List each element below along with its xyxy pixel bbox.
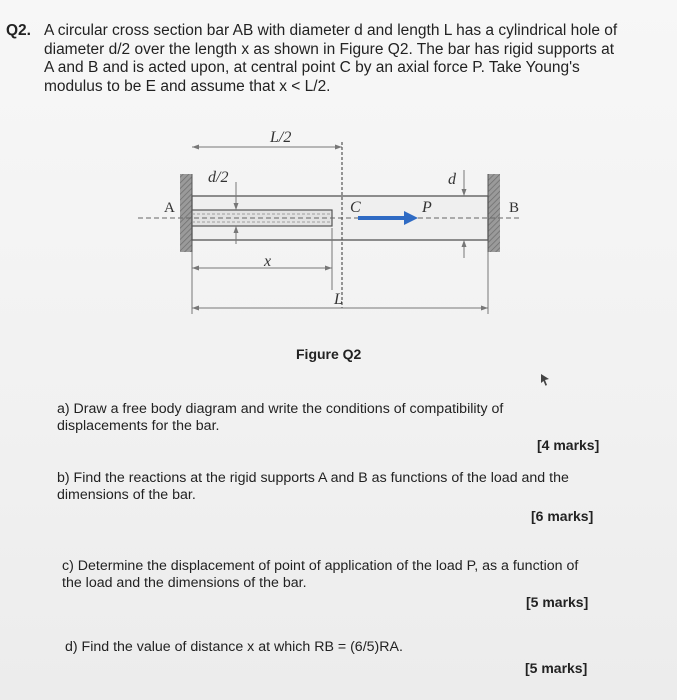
figure-q2 <box>120 118 540 328</box>
part-c-marks: [5 marks] <box>526 594 589 610</box>
part-b-text <box>57 470 569 504</box>
part-b-marks: [6 marks] <box>531 508 594 524</box>
label-hole-diameter: d/2 <box>208 169 229 186</box>
question-text <box>44 22 664 96</box>
support-b <box>488 174 500 252</box>
label-force: P <box>422 199 432 216</box>
part-b-line: dimensions of the bar. <box>57 487 196 503</box>
label-hole-length: x <box>264 253 272 270</box>
label-diameter: d <box>448 171 456 188</box>
question-line: diameter d/2 over the length x as shown in Figure Q2. The bar has rigid supports at <box>44 40 615 58</box>
part-b-line: b) Find the reactions at the rigid supports A and B as functions of the load and the <box>57 470 569 486</box>
question-number: Q2. <box>6 22 31 39</box>
part-a-line: displacements for the bar. <box>57 418 220 434</box>
label-length: L <box>334 291 343 308</box>
label-support-a: A <box>164 200 175 216</box>
part-d-line: d) Find the value of distance x at which RB = (6/5)RA. <box>65 639 403 655</box>
dimension-arrowhead <box>192 145 199 150</box>
dimension-arrowhead <box>335 145 342 150</box>
question-line: A and B and is acted upon, at central point C by an axial force P. Take Young's <box>44 59 580 76</box>
question-line: A circular cross section bar AB with diameter d and length L has a cylindrical hole of <box>44 22 618 39</box>
part-c-line: the load and the dimensions of the bar. <box>62 575 307 591</box>
label-support-b: B <box>509 200 520 216</box>
support-a <box>180 174 192 252</box>
part-a-line: a) Draw a free body diagram and write the conditions of compatibility of <box>57 401 504 417</box>
part-a-text <box>57 401 503 435</box>
part-d-marks: [5 marks] <box>525 660 588 676</box>
label-point-c: C <box>350 199 361 216</box>
part-c-line: c) Determine the displacement of point of application of the load P, as a function of <box>62 558 579 574</box>
figure-caption: Figure Q2 <box>296 346 362 362</box>
question-line: modulus to be E and assume that x < L/2. <box>44 77 331 95</box>
mouse-cursor-icon <box>539 373 551 387</box>
part-d-text <box>65 639 403 656</box>
part-c-text <box>62 558 578 592</box>
label-half-length: L/2 <box>270 129 292 146</box>
part-a-marks: [4 marks] <box>537 437 600 453</box>
